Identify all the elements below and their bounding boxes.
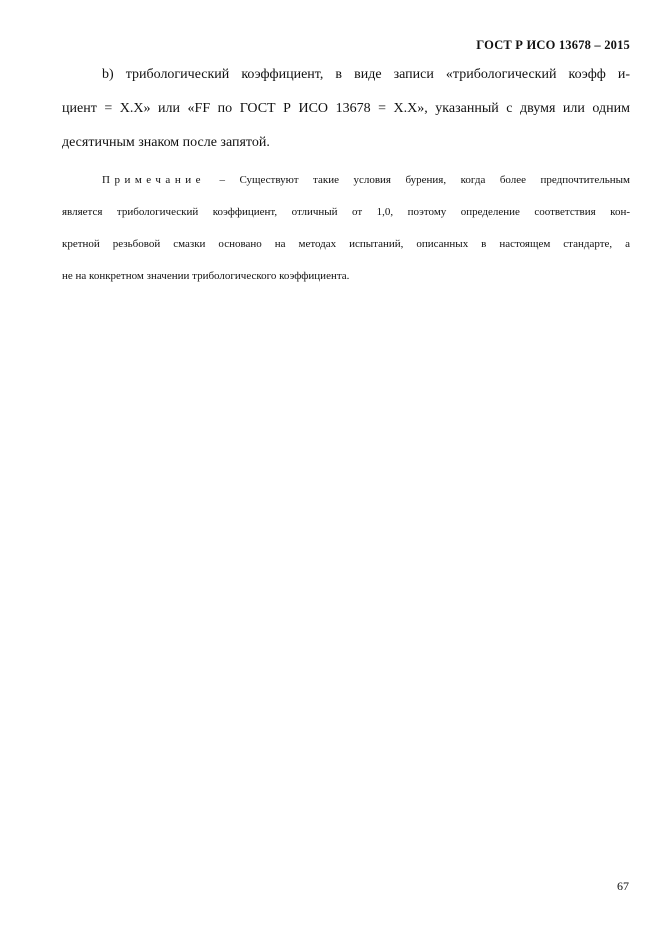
- note-line-4: не на конкретном значении трибологического коэффициента.: [62, 270, 350, 282]
- page-body: [62, 58, 630, 292]
- note-line-2: является трибологический коэффициент, отличный от 1,0, поэтому определение соответствия кон-: [62, 206, 630, 218]
- note-line-3: кретной резьбовой смазки основано на методах испытаний, описанных в настоящем стандарте, а: [62, 238, 630, 250]
- note-line-1: [62, 164, 630, 196]
- page-number: 67: [617, 879, 629, 893]
- item-b-line-1: b) трибологический коэффициент, в виде записи «трибологический коэфф и-: [102, 67, 630, 82]
- item-b-line-3: десятичным знаком после запятой.: [62, 135, 270, 150]
- note-label: Примечание: [102, 174, 205, 186]
- item-b-line-2: циент = Х.Х» или «FF по ГОСТ Р ИСО 13678 = Х.Х», указанный с двумя или одним: [62, 101, 630, 116]
- note-block: [62, 164, 630, 292]
- document-header: ГОСТ Р ИСО 13678 – 2015: [476, 38, 630, 52]
- note-first-line-text: – Существуют такие условия бурения, когда более предпочтительным: [204, 174, 630, 186]
